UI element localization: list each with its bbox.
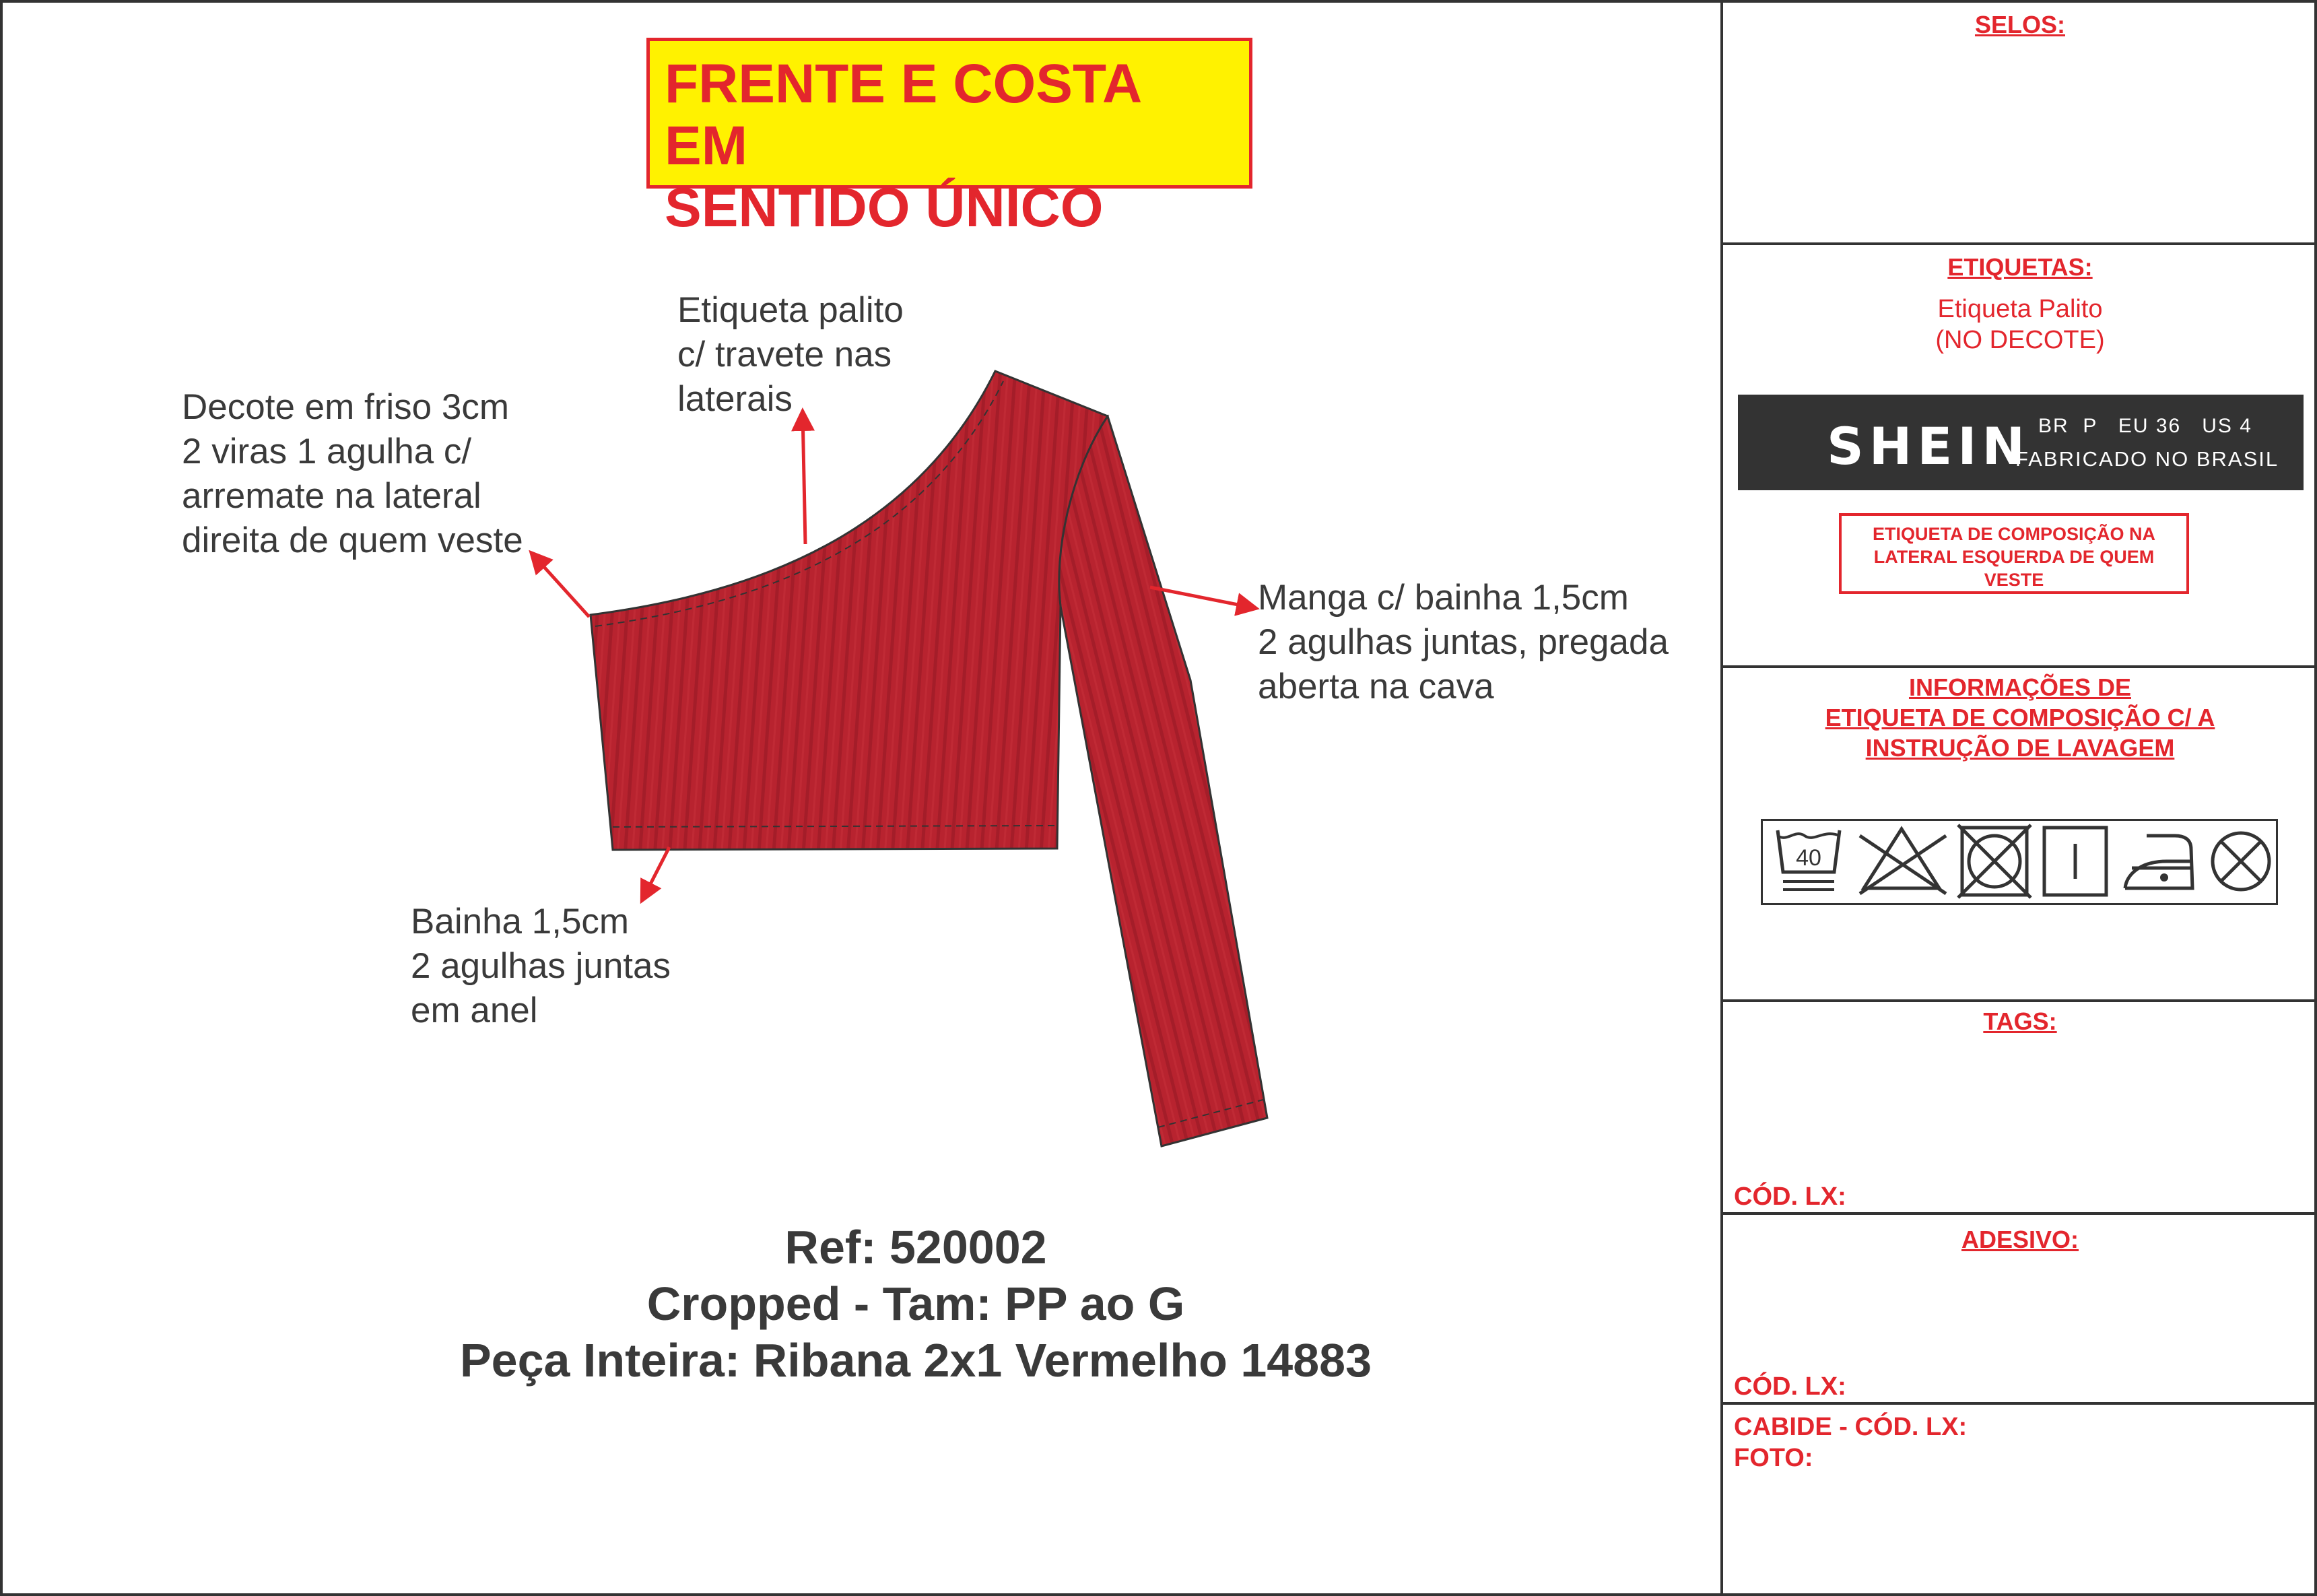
tags-cod-lx: CÓD. LX:	[1734, 1183, 1846, 1211]
wash-temp-label: 40	[1796, 845, 1821, 871]
selos-title: SELOS:	[1974, 11, 2065, 38]
note-bainha: Bainha 1,5cm 2 agulhas juntas em anel	[411, 902, 671, 1030]
no-tumble-dry-icon	[1958, 825, 2031, 898]
brand-logo: SHEIN	[1827, 416, 2031, 476]
adesivo-cod-lx: CÓD. LX:	[1734, 1372, 1846, 1401]
arrow-etiqueta	[803, 412, 805, 544]
info-title-1: INFORMAÇÕES DE	[1908, 673, 2131, 701]
ref-model: Cropped - Tam: PP ao G	[646, 1277, 1185, 1330]
etiquetas-title: ETIQUETAS:	[1947, 253, 2093, 281]
section-adesivo	[1723, 1215, 2317, 1405]
banner-line-1: FRENTE E COSTA EM	[665, 53, 1141, 176]
section-selos	[1723, 0, 2317, 245]
tags-title: TAGS:	[1983, 1007, 2057, 1035]
ref-code: Ref: 520002	[784, 1221, 1047, 1273]
section-cabide	[1723, 1405, 2317, 1596]
no-bleach-icon	[1860, 829, 1946, 894]
reference-block	[364, 1219, 1468, 1389]
arrow-bainha	[642, 847, 669, 900]
line-dry-icon	[2044, 828, 2106, 895]
banner-line-2: SENTIDO ÚNICO	[665, 177, 1104, 238]
foto-label: FOTO:	[1734, 1444, 1813, 1472]
brand-label	[1738, 395, 2304, 490]
no-dry-clean-icon	[2213, 833, 2269, 890]
adesivo-title: ADESIVO:	[1961, 1226, 2079, 1253]
info-title-3: INSTRUÇÃO DE LAVAGEM	[1865, 734, 2175, 762]
ref-fabric: Peça Inteira: Ribana 2x1 Vermelho 14883	[459, 1334, 1372, 1387]
body-shape	[591, 371, 1108, 850]
composition-position-box: ETIQUETA DE COMPOSIÇÃO NA LATERAL ESQUERDA DE QUEM VESTE	[1839, 513, 2189, 594]
care-symbols	[1761, 819, 2278, 905]
note-manga: Manga c/ bainha 1,5cm 2 agulhas juntas, pregada aberta na cava	[1258, 578, 1669, 706]
arrow-decote	[532, 554, 589, 617]
spec-sidebar	[1720, 0, 2317, 1596]
cabide-cod-lx: CABIDE - CÓD. LX:	[1734, 1413, 1968, 1441]
sleeve-shape	[1059, 416, 1267, 1146]
no-decote-text: (NO DECOTE)	[1935, 326, 2105, 354]
label-made-in: FABRICADO NO BRASIL	[2015, 447, 2279, 471]
section-etiquetas	[1723, 245, 2317, 668]
info-title-2: ETIQUETA DE COMPOSIÇÃO C/ A	[1825, 704, 2215, 731]
section-info-lavagem	[1723, 668, 2317, 1002]
iron-low-icon	[2125, 836, 2192, 888]
label-sizes: BR P EU 36 US 4	[2038, 415, 2252, 437]
note-etiqueta: Etiqueta palito c/ travete nas laterais	[677, 290, 904, 419]
note-decote: Decote em friso 3cm 2 viras 1 agulha c/ arremate na lateral direita de quem veste	[182, 387, 523, 560]
etiqueta-palito-text: Etiqueta Palito	[1937, 295, 2103, 323]
section-tags	[1723, 1002, 2317, 1215]
